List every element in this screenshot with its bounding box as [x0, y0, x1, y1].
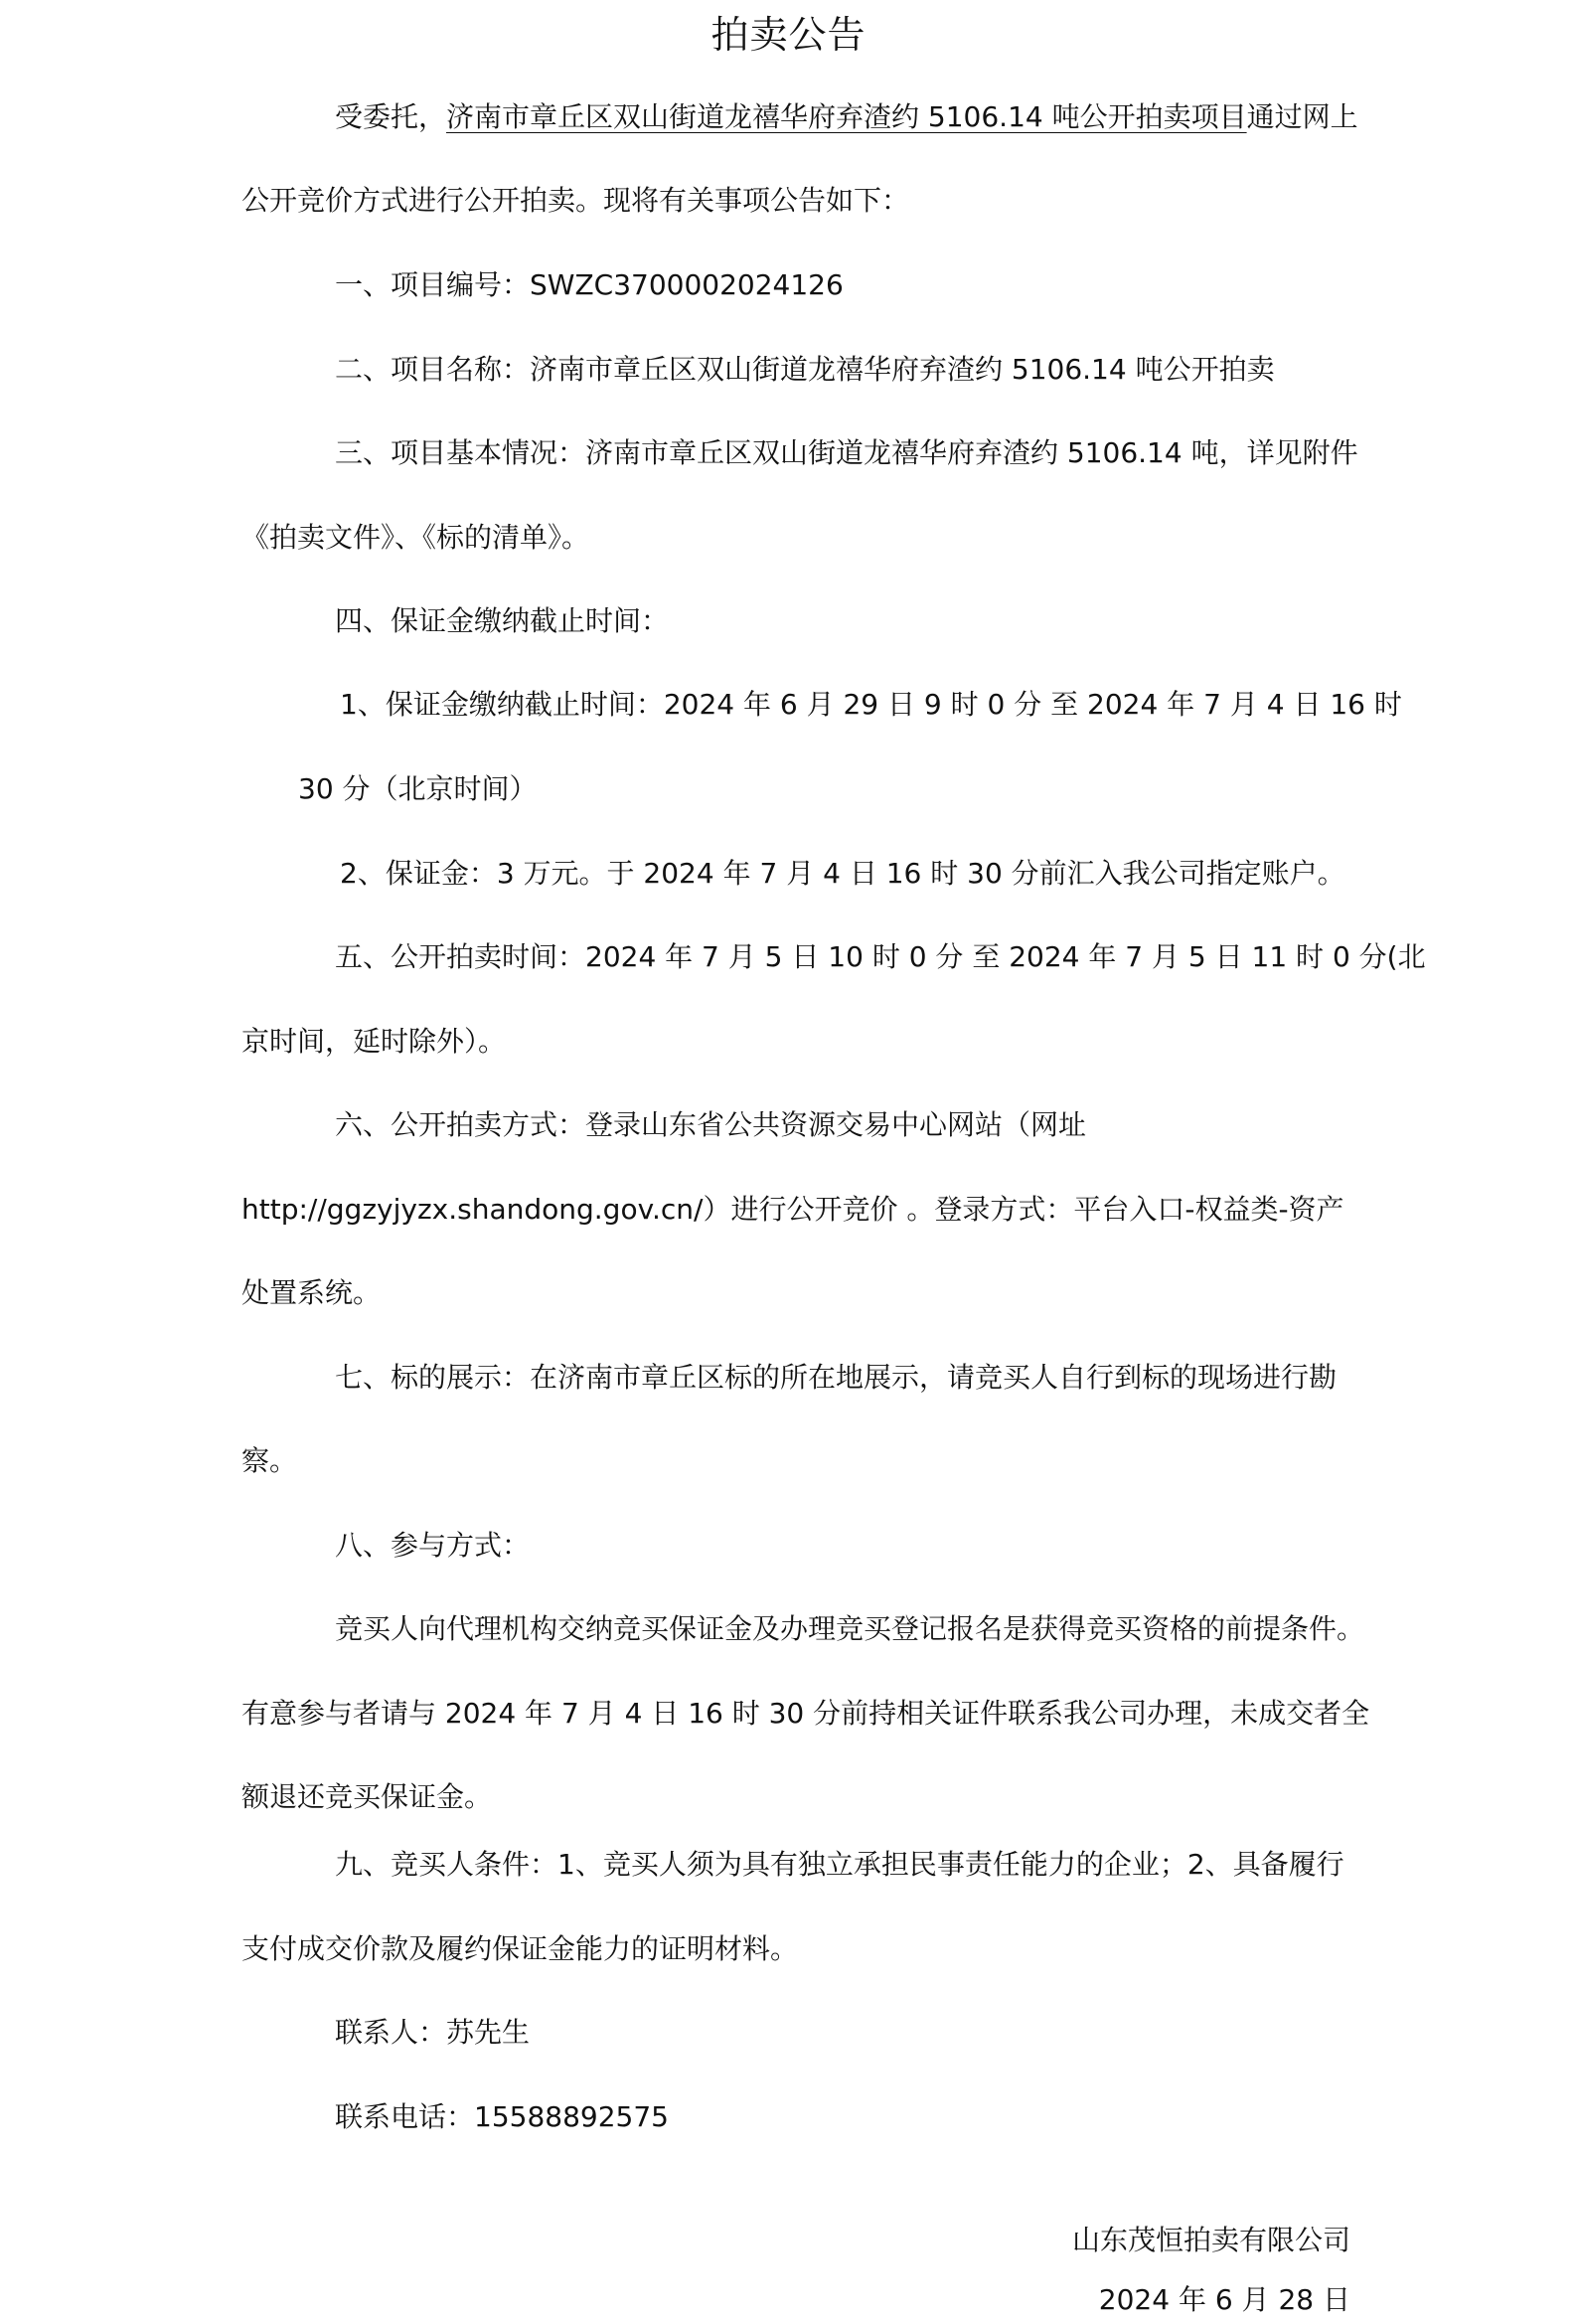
notice-date: 2024 年 6 月 28 日	[1098, 2283, 1350, 2316]
item-bidder-conditions-cont: 支付成交价款及履约保证金能力的证明材料。	[241, 1932, 799, 1965]
item-participation-3: 额退还竞买保证金。	[241, 1780, 493, 1813]
company-signature: 山东茂恒拍卖有限公司	[1071, 2224, 1350, 2256]
contact-phone: 联系电话：15588892575	[335, 2100, 669, 2133]
item-deposit-deadline-cont: 30 分（北京时间）	[298, 772, 538, 805]
item-project-name: 二、项目名称：济南市章丘区双山街道龙禧华府弃渣约 5106.14 吨公开拍卖	[335, 353, 1275, 386]
item-display-cont: 察。	[241, 1444, 298, 1477]
item-deposit-amount: 2、保证金：3 万元。于 2024 年 7 月 4 日 16 时 30 分前汇入我公司指定账户。	[340, 857, 1345, 890]
item-participation-1: 竞买人向代理机构交纳竞买保证金及办理竞买登记报名是获得竞买资格的前提条件。	[335, 1612, 1365, 1645]
item-auction-method-url[interactable]: http://ggzyjyzx.shandong.gov.cn/）进行公开竞价 。登录方式：平台入口-权益类-资产	[241, 1193, 1344, 1226]
item-deposit-deadline: 1、保证金缴纳截止时间：2024 年 6 月 29 日 9 时 0 分 至 2024 年 7 月 4 日 16 时	[340, 688, 1402, 721]
item-basic-info: 三、项目基本情况：济南市章丘区双山街道龙禧华府弃渣约 5106.14 吨，详见附件	[335, 436, 1358, 469]
intro-suffix: 通过网上	[1246, 100, 1358, 133]
item-deposit-deadline-heading: 四、保证金缴纳截止时间：	[335, 604, 670, 637]
intro-line-1	[335, 97, 1358, 137]
item-project-number: 一、项目编号：SWZC3700002024126	[335, 268, 844, 301]
item-bidder-conditions: 九、竞买人条件：1、竞买人须为具有独立承担民事责任能力的企业；2、具备履行	[335, 1848, 1344, 1881]
item-display: 七、标的展示：在济南市章丘区标的所在地展示，请竞买人自行到标的现场进行勘	[335, 1361, 1338, 1394]
item-auction-method: 六、公开拍卖方式：登录山东省公共资源交易中心网站（网址	[335, 1108, 1087, 1141]
intro-line-2: 公开竞价方式进行公开拍卖。现将有关事项公告如下：	[241, 184, 910, 217]
intro-prefix: 受委托，	[335, 100, 447, 133]
contact-person: 联系人：苏先生	[335, 2016, 531, 2049]
item-participation-heading: 八、参与方式：	[335, 1529, 531, 1562]
page-title: 拍卖公告	[710, 13, 867, 57]
project-name-link[interactable]: 济南市章丘区双山街道龙禧华府弃渣约 5106.14 吨公开拍卖项目	[446, 100, 1247, 133]
item-auction-time: 五、公开拍卖时间：2024 年 7 月 5 日 10 时 0 分 至 2024 年 7 月 5 日 11 时 0 分(北	[335, 940, 1426, 973]
item-auction-method-cont: 处置系统。	[241, 1276, 382, 1309]
item-auction-time-cont: 京时间，延时除外）。	[241, 1025, 507, 1058]
item-participation-2: 有意参与者请与 2024 年 7 月 4 日 16 时 30 分前持相关证件联系我公司办理，未成交者全	[241, 1697, 1370, 1730]
item-basic-info-cont: 《拍卖文件》、《标的清单》。	[241, 521, 590, 554]
